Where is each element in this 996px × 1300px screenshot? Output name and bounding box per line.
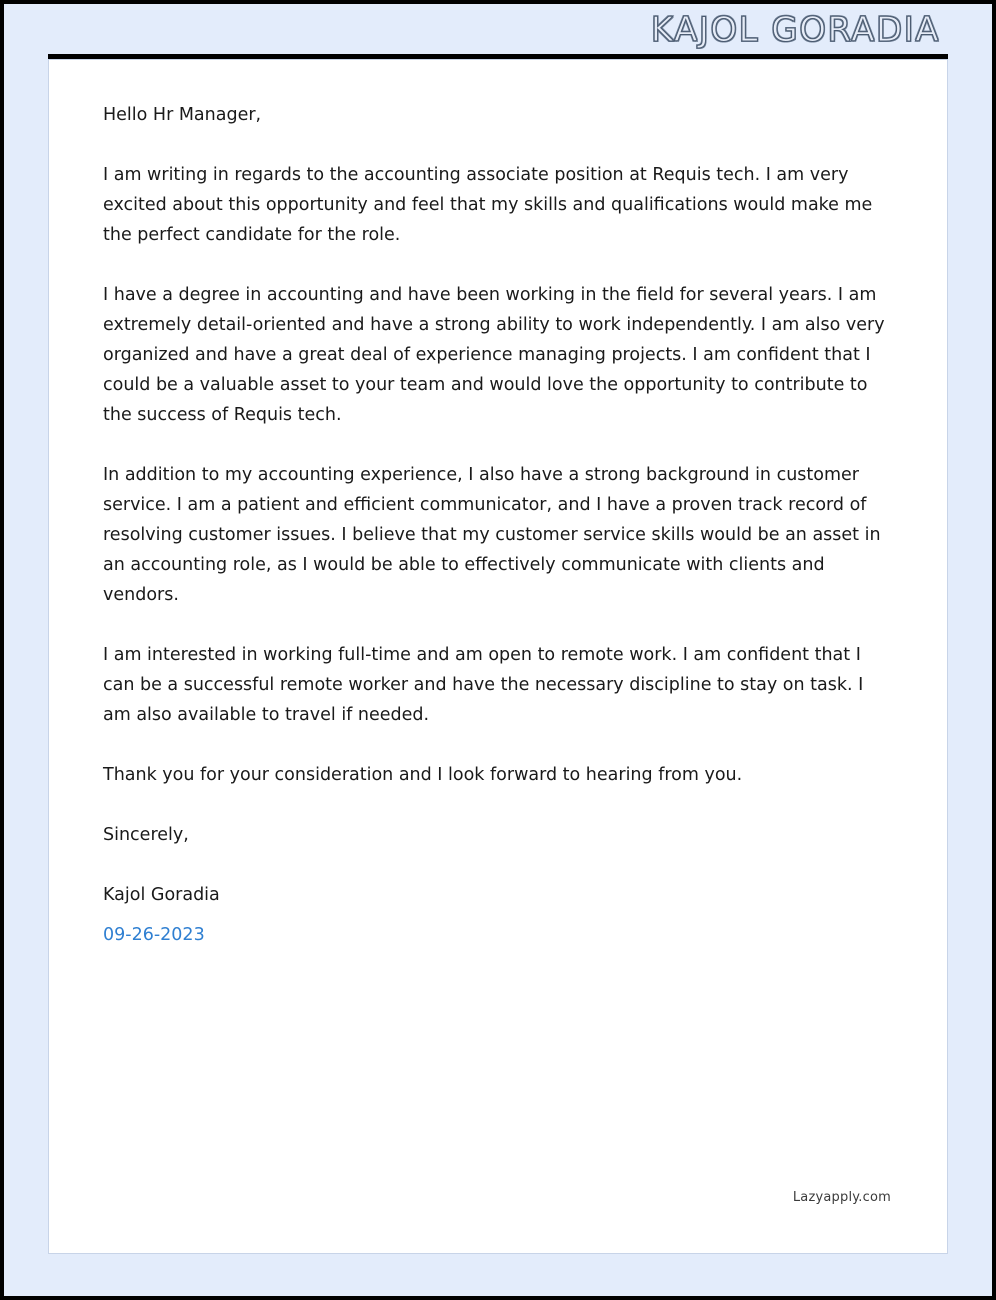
document-header	[4, 4, 992, 56]
letter-paragraph-4: I am interested in working full-time and am open to remote work. I am confident that I can be a successful remote worker and have the necessary discipline to stay on task. I am also available to travel if needed.	[103, 645, 864, 725]
letter-closing: Sincerely,	[103, 825, 189, 845]
letter-date: 09-26-2023	[103, 925, 205, 945]
watermark-label: Lazyapply.com	[792, 1190, 891, 1205]
letter-sheet	[48, 59, 948, 1254]
page-title: KAJOL GORADIA	[650, 10, 940, 50]
letter-paragraph-3: In addition to my accounting experience, I also have a strong background in customer service. I am a patient and efficient communicator, and I have a proven track record of resolving customer issues. I believe that my customer service skills would be an asset in an accounting role, as I would be able to effectively communicate with clients and vendors.	[103, 465, 881, 605]
letter-paragraph-1: I am writing in regards to the accounting associate position at Requis tech. I am very excited about this opportunity and feel that my skills and qualifications would make me the perfect candidate for the role.	[103, 165, 873, 245]
letter-signature-name: Kajol Goradia	[103, 885, 220, 905]
letter-greeting: Hello Hr Manager,	[103, 105, 262, 125]
cover-letter-body	[49, 60, 947, 950]
letter-paragraph-5: Thank you for your consideration and I look forward to hearing from you.	[103, 765, 743, 785]
letter-paragraph-2: I have a degree in accounting and have been working in the field for several years. I am extremely detail-oriented and have a strong ability to work independently. I am also very organized and have a great deal of experience managing projects. I am confident that I could be a valuable asset to your team and would love the opportunity to contribute to the success of Requis tech.	[103, 285, 885, 425]
